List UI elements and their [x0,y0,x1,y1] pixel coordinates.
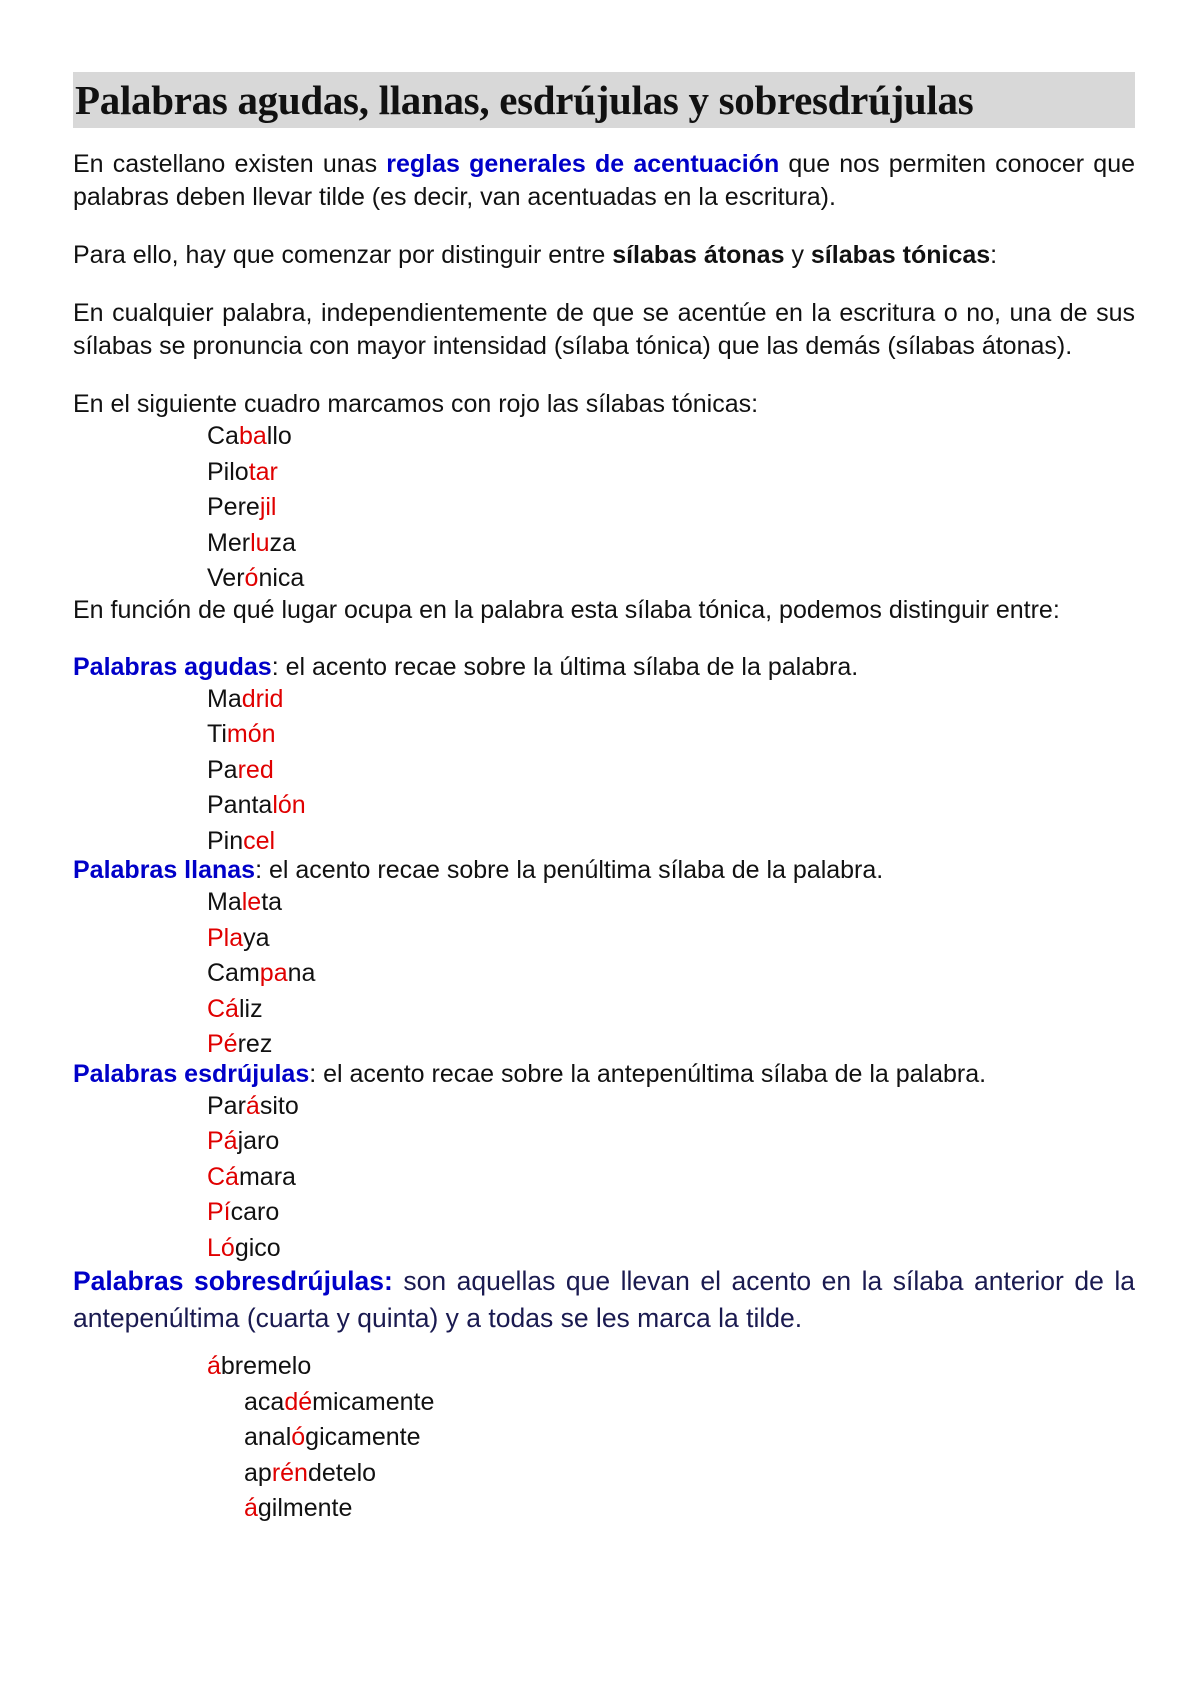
word-item [73,1456,1135,1492]
word-item [73,561,1135,597]
word-item [73,1231,1135,1267]
tonic-syllable: Ló [207,1233,235,1262]
tonic-syllable: Cá [207,994,239,1023]
tonic-syllable: Pá [207,1127,238,1155]
tonic-syllable: á [244,1494,258,1522]
syllable-text: detelo [307,1458,377,1487]
syllable-text: Pere [207,493,260,521]
syllable-text: liz [238,994,263,1023]
syllable-text: mara [238,1162,296,1191]
word-item [73,419,1135,455]
word-item [73,1089,1135,1125]
syllable-text: llo [266,422,292,450]
tonic-syllable: Pé [207,1030,238,1058]
syllable-text: na [287,959,316,987]
syllable-text: za [269,528,296,557]
tonic-syllable: ba [238,422,267,450]
tonic-syllable: Cá [207,1162,239,1191]
intro-paragraph: En castellano existen unas reglas generales de acentuación que nos permiten conocer que palabras deben llevar tilde (es decir, van acentuadas en la escritura). [73,150,1136,211]
syllable-text: Par [207,1091,246,1120]
agudas-heading: Palabras agudas: el acento recae sobre la última sílaba de la palabra. [73,652,859,681]
syllable-text: ta [261,888,283,916]
syllable-text: Ca [207,422,239,450]
syllable-text: jaro [237,1127,280,1155]
sobresdrujulas-paragraph: Palabras sobresdrújulas: son aquellas que llevan el acento en la sílaba anterior de la antepenúltima (cuarta y quinta) y a todas se les marca la tilde. [73,1266,1135,1333]
function-intro: En función de qué lugar ocupa en la palabra esta sílaba tónica, podemos distinguir entre: [73,595,1060,624]
tonic-syllable: món [226,720,276,748]
word-item [73,717,1135,753]
example-list [73,419,1135,597]
sobresdrujulas-label: Palabras sobresdrújulas: [73,1266,393,1296]
explanation-paragraph: En cualquier palabra, independientemente de que se acentúe en la escritura o no, una de sus sílabas se pronuncia con mayor intensidad (sílaba tónica) que las demás (sílabas átonas). [73,299,1135,360]
syllable-text: nica [258,564,305,592]
page-title: Palabras agudas, llanas, esdrújulas y sobresdrújulas [73,72,1135,128]
esdrujulas-heading: Palabras esdrújulas: el acento recae sobre la antepenúltima sílaba de la palabra. [73,1059,987,1088]
word-item [73,526,1135,562]
tonic-syllable: cel [243,826,276,855]
word-item [73,682,1135,718]
word-item [73,1491,1135,1527]
syllable-text: ya [243,923,270,952]
syllable-text: sito [259,1091,299,1120]
tonic-syllable: rén [271,1458,308,1487]
syllable-text: gico [234,1233,281,1262]
word-item [73,788,1135,824]
tonic-syllable: á [207,1352,221,1380]
syllable-text: Pilo [207,457,249,486]
tonic-syllable: Pla [207,923,244,952]
llanas-heading: Palabras llanas: el acento recae sobre la penúltima sílaba de la palabra. [73,856,884,884]
syllable-text: micamente [312,1387,435,1416]
syllable-text: gilmente [257,1494,353,1522]
tonic-syllable: jil [259,493,277,521]
tonic-syllable: Pí [207,1198,231,1226]
llanas-label: Palabras llanas [73,856,256,884]
tonic-syllable: drid [241,684,284,713]
syllable-text: bremelo [220,1352,312,1380]
syllable-text: Ti [207,720,227,748]
syllable-text: anal [244,1423,292,1451]
tonic-syllable: ó [291,1423,306,1451]
syllable-text: rez [237,1030,273,1058]
llanas-list [73,885,1135,1063]
sobresdrujulas-list [73,1349,1135,1527]
esdrujulas-list [73,1089,1135,1267]
agudas-label: Palabras agudas [73,652,272,681]
word-item [73,1420,1135,1456]
word-item [73,921,1135,957]
syllable-text: Ma [207,888,242,916]
term-atonas: sílabas átonas [612,241,785,269]
word-item [73,753,1135,789]
syllable-text: Panta [207,791,273,819]
word-item [73,1195,1135,1231]
tonic-syllable: ó [244,564,259,592]
syllable-text: ap [244,1458,272,1487]
tonic-syllable: lu [250,528,270,557]
word-item [73,1124,1135,1160]
term-tonicas: sílabas tónicas [810,241,991,269]
tonic-syllable: red [237,755,274,784]
syllable-text: Mer [207,528,251,557]
tonic-syllable: lón [272,791,306,819]
esdrujulas-label: Palabras esdrújulas [73,1059,310,1088]
syllable-text: Pa [207,755,238,784]
word-item [73,992,1135,1028]
word-item [73,1160,1135,1196]
word-item [73,1349,1135,1385]
example-intro: En el siguiente cuadro marcamos con rojo las sílabas tónicas: [73,390,759,418]
document-page [73,72,1135,1527]
word-item [73,956,1135,992]
syllable-text: gicamente [305,1423,421,1451]
accent-rules-link: reglas generales de acentuación [386,150,780,178]
syllable-text: Cam [207,959,260,987]
syllable-text: aca [244,1387,285,1416]
word-item [73,885,1135,921]
syllable-text: caro [230,1198,280,1226]
syllable-text: Ver [207,564,245,592]
tonic-syllable: á [245,1091,260,1120]
word-item [73,455,1135,491]
syllable-text: Ma [207,684,242,713]
agudas-list [73,682,1135,860]
tonic-syllable: dé [284,1387,313,1416]
word-item [73,490,1135,526]
word-item [73,1385,1135,1421]
tonic-syllable: tar [248,457,278,486]
tonic-syllable: pa [259,959,288,987]
distinguish-paragraph: Para ello, hay que comenzar por distinguir entre sílabas átonas y sílabas tónicas: [73,241,998,269]
syllable-text: Pin [207,826,244,855]
tonic-syllable: le [241,888,262,916]
